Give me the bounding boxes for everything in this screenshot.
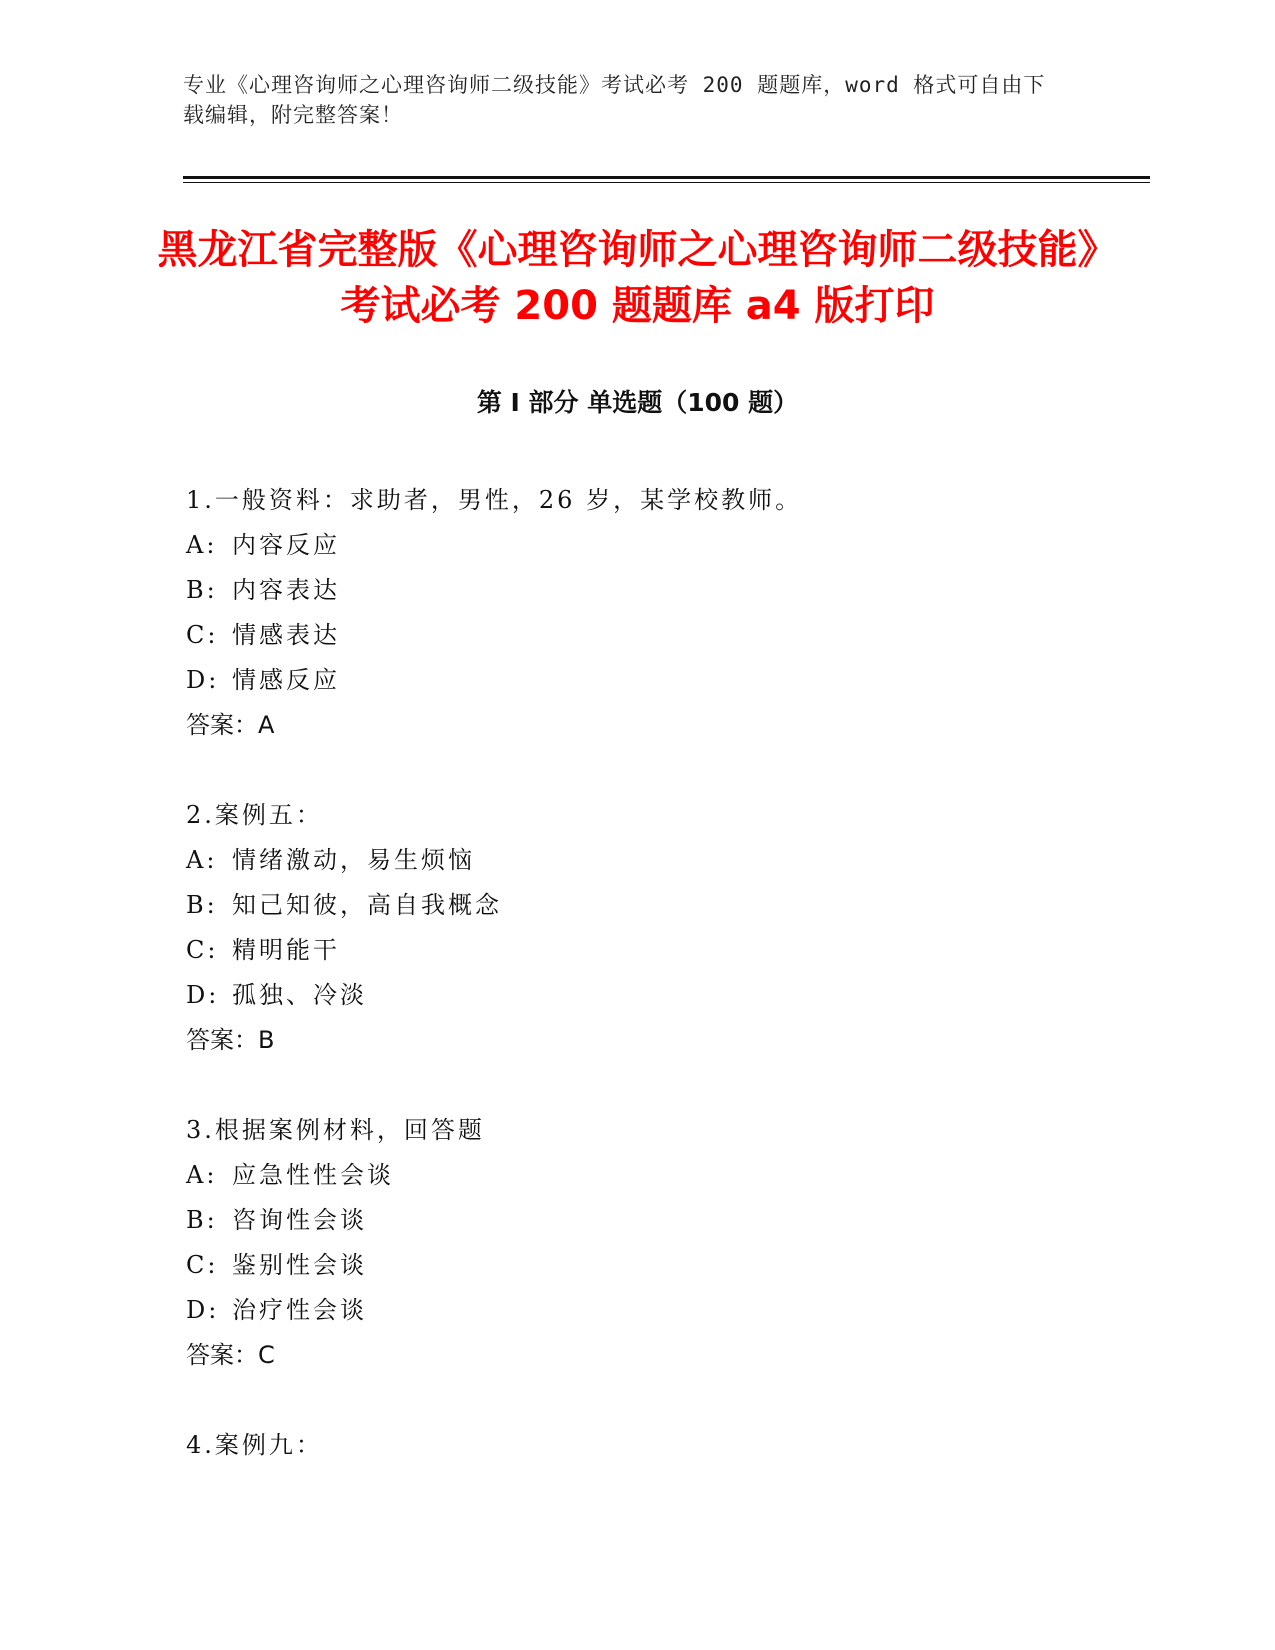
option-letter: B:: [186, 576, 218, 604]
option-letter: D:: [186, 1296, 220, 1324]
option-letter: C:: [186, 936, 219, 964]
option-text: 鉴别性会谈: [232, 1251, 367, 1279]
question-2: [186, 793, 1086, 1063]
header-rule-thick: [183, 176, 1150, 179]
option-c: [186, 1243, 1086, 1288]
question-stem: 2.案例五：: [186, 801, 323, 829]
option-text: 精明能干: [232, 936, 340, 964]
question-1: [186, 478, 1086, 748]
option-text: 情绪激动，易生烦恼: [232, 846, 475, 874]
option-letter: C:: [186, 621, 219, 649]
question-3: [186, 1108, 1086, 1378]
option-text: 内容反应: [232, 531, 340, 559]
header-note: 专业《心理咨询师之心理咨询师二级技能》考试必考 200 题题库，word 格式可自由下载编辑，附完整答案！: [183, 73, 1046, 127]
header-rule-thin: [183, 182, 1150, 183]
option-text: 咨询性会谈: [232, 1206, 367, 1234]
option-letter: D:: [186, 666, 220, 694]
option-text: 知己知彼，高自我概念: [232, 891, 502, 919]
document-title: 黑龙江省完整版《心理咨询师之心理咨询师二级技能》考试必考 200 题题库 a4 版打印: [157, 227, 1118, 329]
answer: 答案：C: [186, 1341, 275, 1369]
question-stem: 1.一般资料：求助者，男性，26 岁，某学校教师。: [186, 486, 803, 514]
question-stem: 4.案例九：: [186, 1431, 323, 1459]
option-text: 治疗性会谈: [232, 1296, 367, 1324]
option-b: [186, 568, 1086, 613]
option-text: 内容表达: [232, 576, 340, 604]
option-letter: A:: [186, 1161, 218, 1189]
option-b: [186, 883, 1086, 928]
option-a: [186, 1153, 1086, 1198]
section-title: 第 I 部分 单选题（100 题）: [476, 388, 799, 417]
answer: 答案：A: [186, 711, 275, 739]
option-c: [186, 613, 1086, 658]
option-text: 应急性性会谈: [232, 1161, 394, 1189]
option-letter: A:: [186, 531, 218, 559]
question-4: [186, 1423, 1086, 1468]
option-text: 孤独、冷淡: [232, 981, 367, 1009]
option-d: [186, 1288, 1086, 1333]
question-list: [186, 478, 1086, 1513]
option-letter: B:: [186, 891, 218, 919]
question-stem: 3.根据案例材料，回答题: [186, 1116, 485, 1144]
answer: 答案：B: [186, 1026, 275, 1054]
option-a: [186, 838, 1086, 883]
option-a: [186, 523, 1086, 568]
option-b: [186, 1198, 1086, 1243]
option-d: [186, 658, 1086, 703]
option-d: [186, 973, 1086, 1018]
option-letter: A:: [186, 846, 218, 874]
option-text: 情感表达: [232, 621, 340, 649]
option-c: [186, 928, 1086, 973]
option-letter: D:: [186, 981, 220, 1009]
option-letter: B:: [186, 1206, 218, 1234]
option-letter: C:: [186, 1251, 219, 1279]
option-text: 情感反应: [232, 666, 340, 694]
